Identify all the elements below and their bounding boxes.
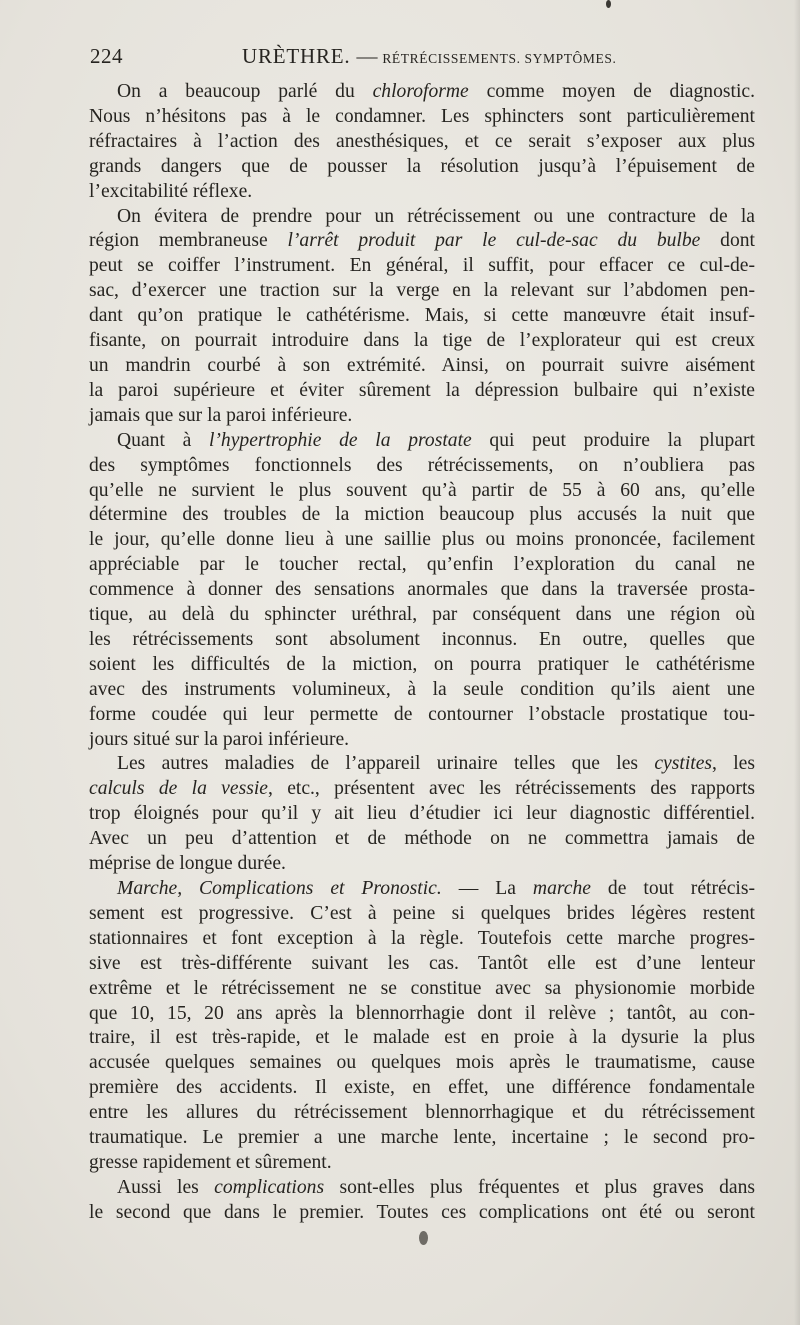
paragraph	[89, 205, 755, 429]
text-line: l’excitabilité réflexe.	[89, 180, 253, 202]
paragraph	[89, 80, 755, 205]
text-line: Aussi les complications sont-elles plus fréquentes et plus graves dans	[117, 1176, 755, 1198]
text-line: détermine des troubles de la miction beaucoup plus accusés la nuit que	[89, 504, 755, 526]
text-line: la paroi supérieure et éviter sûrement la dépression bulbaire qui n’existe	[89, 379, 755, 401]
paragraph	[89, 877, 755, 1176]
text-line: Avec un peu d’attention et de méthode on ne commettra jamais de	[89, 828, 755, 850]
text-line: région membraneuse l’arrêt produit par le cul-de-sac du bulbe dont	[89, 230, 755, 252]
italic-text: l’hypertrophie de la prostate	[208, 429, 472, 451]
text-line: commence à donner des sensations anormales que dans la traversée prosta-	[89, 579, 755, 601]
text-line: accusée quelques semaines ou quelques mois après le traumatisme, cause	[89, 1052, 755, 1074]
text-line: grands dangers que de pousser la résolution jusqu’à l’épuisement de	[89, 155, 755, 177]
text-line: jours situé sur la paroi inférieure.	[89, 728, 350, 750]
text-line: appréciable par le toucher rectal, qu’enfin l’exploration du canal ne	[89, 554, 755, 576]
text-line: On a beaucoup parlé du chloroforme comme moyen de diagnostic.	[117, 81, 755, 102]
text-line: entre les allures du rétrécissement blennorrhagique et du rétrécissement	[89, 1102, 755, 1124]
page-header	[90, 42, 617, 72]
text-line: sac, d’exercer une traction sur la verge en la relevant sur l’abdomen pen-	[89, 280, 755, 302]
text-line: méprise de longue durée.	[89, 853, 286, 875]
italic-text: cystites	[654, 753, 713, 775]
text-line: sive est très-différente suivant les cas. Tantôt elle est d’une lenteur	[89, 952, 755, 974]
text-line: les rétrécissements sont absolument inconnus. En outre, quelles que	[89, 628, 755, 650]
text-line: que 10, 15, 20 ans après la blennorrhagie dont il relève ; tantôt, au con-	[89, 1002, 755, 1024]
text-line: calculs de la vessie, etc., présentent avec les rétrécissements des rapports	[89, 778, 756, 800]
italic-text: l’arrêt produit par le cul-de-sac du bulbe	[287, 230, 701, 252]
text-line: stationnaires et font exception à la règle. Toutefois cette marche progres-	[89, 927, 755, 949]
paragraph	[89, 429, 755, 753]
text-line: des symptômes fonctionnels des rétrécissements, on n’oubliera pas	[89, 454, 755, 476]
text-line: fisante, on pourrait introduire dans la tige de l’explorateur qui est creux	[89, 330, 755, 352]
text-line: traire, il est très-rapide, et le malade est en proie à la dysurie la plus	[89, 1027, 755, 1049]
text-line: réfractaires à l’action des anesthésiques, et ce serait s’exposer aux plus	[89, 130, 755, 152]
italic-text: complications	[214, 1176, 325, 1198]
italic-text: marche	[532, 878, 591, 899]
text-line: sement est progressive. C’est à peine si quelques brides légères restent	[89, 902, 755, 924]
text-line: un mandrin courbé à son extrémité. Ainsi, on pourrait suivre aisément	[89, 354, 755, 376]
italic-text: Marche, Complications et Pronostic.	[117, 878, 442, 899]
paragraph	[89, 752, 755, 877]
text-line: peut se coiffer l’instrument. En général, il suffit, pour effacer ce cul-de-	[89, 255, 755, 277]
text-line: première des accidents. Il existe, en effet, une différence fondamentale	[89, 1077, 755, 1099]
italic-text: chloroforme	[372, 81, 469, 102]
text-line: Les autres maladies de l’appareil urinaire telles que les cystites, les	[117, 753, 755, 775]
page-edge-shadow	[794, 0, 800, 1325]
ink-speck	[606, 0, 611, 8]
text-line: traumatique. Le premier a une marche lente, incertaine ; le second pro-	[89, 1127, 755, 1149]
text-line: qu’elle ne survient le plus souvent qu’à partir de 55 à 60 ans, qu’elle	[89, 479, 755, 501]
text-line: On évitera de prendre pour un rétrécissement ou une contracture de la	[117, 205, 755, 227]
running-title-main: URÈTHRE. —	[242, 44, 379, 68]
text-line: tique, au delà du sphincter uréthral, par conséquent dans une région où	[89, 604, 755, 626]
text-line: trop éloignés pour qu’il y ait lieu d’étudier ici leur diagnostic différentiel.	[89, 803, 755, 825]
text-line: Quant à l’hypertrophie de la prostate qui peut produire la plupart	[117, 429, 755, 451]
text-line: gresse rapidement et sûrement.	[89, 1151, 332, 1173]
running-title-sub: RÉTRÉCISSEMENTS. SYMPTÔMES.	[382, 51, 617, 66]
ink-blot	[419, 1231, 428, 1245]
text-line: Nous n’hésitons pas à le condamner. Les sphincters sont particulièrement	[89, 105, 755, 127]
italic-text: calculs de la vessie	[89, 778, 268, 800]
paragraph	[89, 1176, 755, 1226]
text-line: Marche, Complications et Pronostic. — La marche de tout rétrécis-	[117, 878, 755, 899]
text-line: soient les difficultés de la miction, on pourra pratiquer le cathétérisme	[89, 653, 755, 675]
text-line: extrême et le rétrécissement ne se constitue avec sa physionomie morbide	[89, 977, 755, 999]
text-line: forme coudée qui leur permette de contourner l’obstacle prostatique tou-	[89, 703, 755, 725]
text-line: le jour, qu’elle donne lieu à une saillie plus ou moins prononcée, facilement	[89, 529, 755, 551]
running-title	[242, 44, 616, 69]
text-line: avec des instruments volumineux, à la seule condition qu’ils aient une	[89, 678, 755, 700]
page-number: 224	[90, 44, 123, 68]
text-line: dant qu’on pratique le cathétérisme. Mais, si cette manœuvre était insuf-	[89, 305, 755, 327]
body-text	[89, 80, 755, 1226]
text-line: jamais que sur la paroi inférieure.	[89, 404, 353, 426]
text-line: le second que dans le premier. Toutes ces complications ont été ou seront	[89, 1201, 755, 1223]
